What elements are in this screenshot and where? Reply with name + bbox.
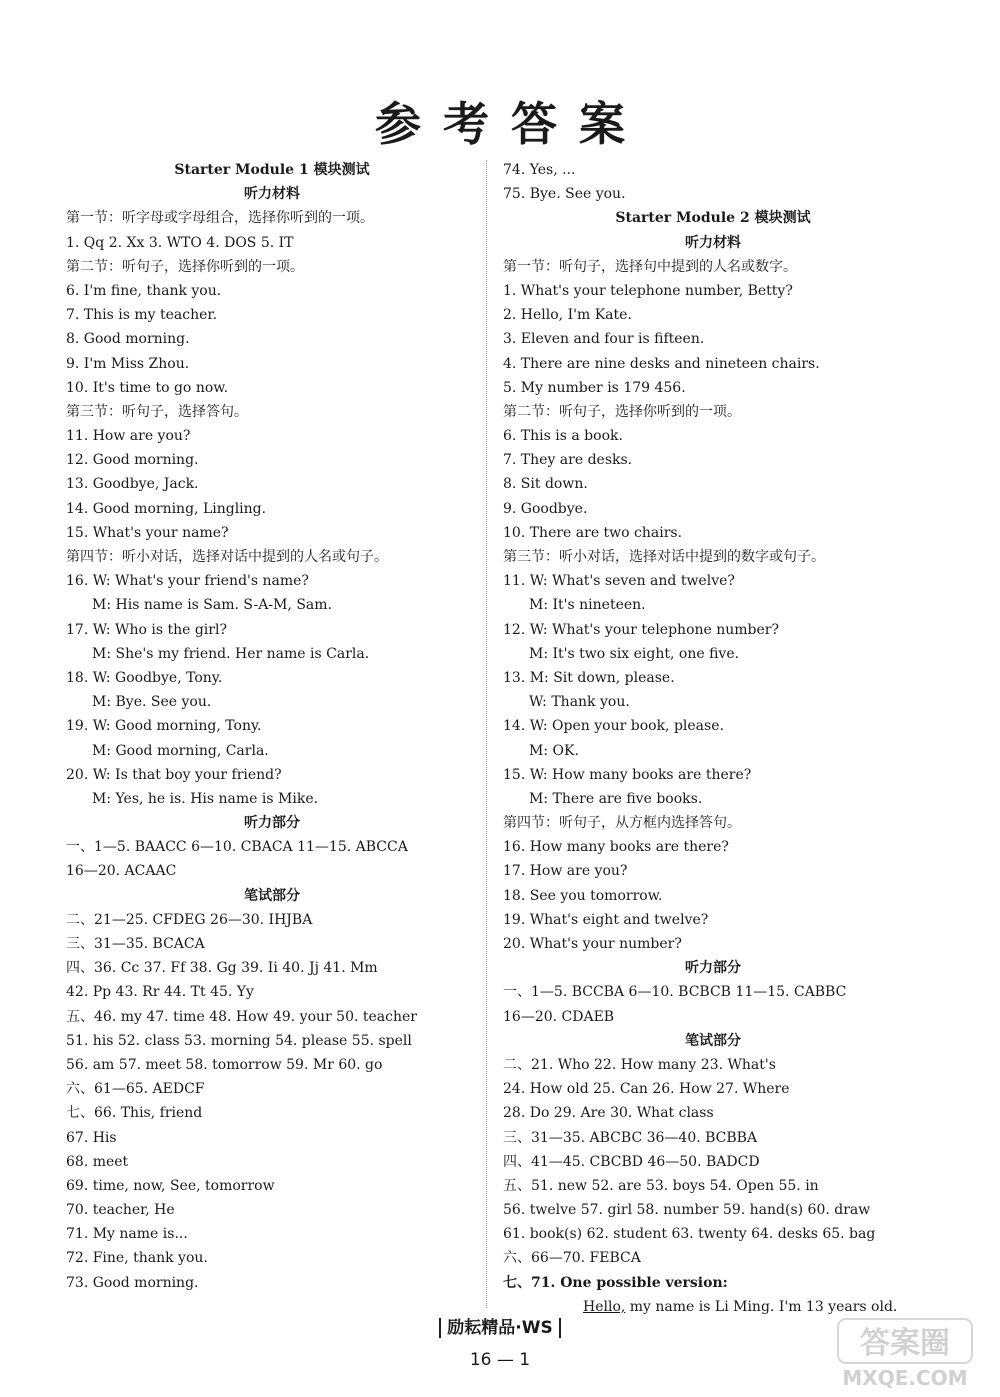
answer-line: 六、66—70. FEBCA: [503, 1250, 641, 1267]
answer-line: 20. What's your number?: [503, 936, 682, 952]
answer-line: 24. How old 25. Can 26. How 27. Where: [503, 1081, 790, 1098]
part-instruction: 第四节：听小对话，选择对话中提到的人名或句子。: [66, 549, 388, 565]
answer-line: M: Bye. See you.: [92, 694, 212, 711]
right-column: [503, 158, 923, 1319]
answer-line: 16. How many books are there?: [503, 839, 729, 856]
answer-line: 1. What's your telephone number, Betty?: [503, 282, 793, 299]
answer-line: 10. It's time to go now.: [66, 379, 229, 396]
underlined-word: Hello,: [583, 1298, 626, 1315]
answer-line: 6. I'm fine, thank you.: [66, 282, 222, 299]
answer-line: 8. Good morning.: [66, 331, 190, 348]
answer-line: 4. There are nine desks and nineteen chairs.: [503, 355, 820, 372]
answer-line: 一、1—5. BAACC 6—10. CBACA 11—15. ABCCA: [66, 839, 408, 856]
answer-line: 15. What's your name?: [66, 524, 229, 541]
answer-line: 28. Do 29. Are 30. What class: [503, 1105, 714, 1122]
answer-line: 68. meet: [66, 1153, 129, 1170]
part-instruction: 第三节：听句子，选择答句。: [66, 403, 248, 420]
answer-line: 12. Good morning.: [66, 452, 199, 469]
answer-line: 75. Bye. See you.: [503, 186, 626, 203]
answer-line: 二、21—25. CFDEG 26—30. IHJBA: [66, 911, 313, 928]
answer-line: 18. W: Goodbye, Tony.: [66, 669, 223, 686]
brand-label: 励耘精品·WS: [439, 1318, 560, 1338]
answer-line: 18. See you tomorrow.: [503, 887, 663, 904]
answer-line: 42. Pp 43. Rr 44. Tt 45. Yy: [66, 984, 254, 1001]
answer-line: 73. Good morning.: [66, 1274, 199, 1291]
answer-line: M: OK.: [529, 742, 579, 759]
page-number: 16 — 1: [469, 1350, 531, 1370]
answer-line: 15. W: How many books are there?: [503, 766, 752, 783]
answer-line: 56. am 57. meet 58. tomorrow 59. Mr 60. go: [66, 1056, 383, 1073]
answer-line: 17. W: Who is the girl?: [66, 621, 227, 638]
answer-line: 一、1—5. BCCBA 6—10. BCBCB 11—15. CABBC: [503, 984, 847, 1001]
answer-line: 三、31—35. ABCBC 36—40. BCBBA: [503, 1129, 758, 1146]
answer-line: M: There are five books.: [529, 790, 703, 807]
answer-line: 67. His: [66, 1129, 117, 1146]
answer-line: 3. Eleven and four is fifteen.: [503, 331, 705, 348]
answer-line: 1. Qq 2. Xx 3. WTO 4. DOS 5. IT: [66, 234, 294, 251]
answer-line: 14. Good morning, Lingling.: [66, 500, 267, 517]
answer-line: 7. They are desks.: [503, 452, 633, 469]
answer-line: 6. This is a book.: [503, 428, 623, 445]
part-instruction: 第四节：听句子，从方框内选择答句。: [503, 815, 741, 832]
answer-line: M: She's my friend. Her name is Carla.: [92, 645, 370, 662]
subsection-heading: 听力材料: [685, 234, 741, 251]
answer-line: W: Thank you.: [529, 694, 630, 711]
sentence-rest: my name is Li Ming. I'm 13 years old.: [625, 1298, 898, 1315]
watermark-logo: [820, 1315, 990, 1391]
watermark-url: MXQE.COM: [842, 1366, 968, 1390]
column-divider: [486, 160, 487, 1308]
answer-line: M: His name is Sam. S-A-M, Sam.: [92, 597, 332, 614]
answer-line: 5. My number is 179 456.: [503, 379, 686, 396]
answer-line: 16—20. ACAAC: [66, 863, 177, 880]
answer-line: 56. twelve 57. girl 58. number 59. hand(s) 60. draw: [503, 1202, 871, 1219]
part-instruction: 第二节：听句子，选择你听到的一项。: [66, 258, 304, 275]
answer-line: 72. Fine, thank you.: [66, 1250, 208, 1267]
watermark-text: 答案圈: [860, 1326, 950, 1361]
answer-line: 12. W: What's your telephone number?: [503, 621, 780, 638]
answer-line: 六、61—65. AEDCF: [66, 1081, 205, 1098]
answer-line: 2. Hello, I'm Kate.: [503, 307, 632, 324]
answer-line: 61. book(s) 62. student 63. twenty 64. desks 65. bag: [503, 1226, 876, 1243]
answer-line: 74. Yes, ...: [503, 162, 576, 178]
answer-line: 13. Goodbye, Jack.: [66, 476, 199, 493]
answer-line: 16—20. CDAEB: [503, 1008, 615, 1025]
section-heading: Starter Module 2 模块测试: [615, 210, 811, 227]
answer-line: 五、51. new 52. are 53. boys 54. Open 55. in: [503, 1177, 819, 1194]
answer-line: 四、36. Cc 37. Ff 38. Gg 39. Ii 40. Jj 41. Mm: [66, 960, 378, 977]
answer-line: M: It's two six eight, one five.: [529, 645, 740, 662]
answer-line: 10. There are two chairs.: [503, 524, 683, 541]
answer-line: 70. teacher, He: [66, 1202, 175, 1219]
answer-line: 17. How are you?: [503, 863, 628, 880]
subsection-heading: 听力部分: [244, 815, 300, 832]
answer-line: 9. I'm Miss Zhou.: [66, 355, 190, 372]
answer-line: 7. This is my teacher.: [66, 307, 218, 324]
answer-line: 五、46. my 47. time 48. How 49. your 50. teacher: [66, 1008, 417, 1025]
subsection-heading: 听力材料: [244, 186, 300, 203]
left-column: [66, 158, 478, 1295]
answer-line: 三、31—35. BCACA: [66, 936, 205, 952]
answer-line: 11. W: What's seven and twelve?: [503, 573, 735, 590]
answer-line: 9. Goodbye.: [503, 500, 588, 517]
answer-line: 16. W: What's your friend's name?: [66, 573, 309, 590]
page-title: 参考答案: [375, 97, 647, 151]
answer-line: M: It's nineteen.: [529, 597, 646, 614]
answer-line: 19. W: Good morning, Tony.: [66, 718, 262, 735]
answer-line: M: Yes, he is. His name is Mike.: [92, 790, 319, 807]
answer-line: 8. Sit down.: [503, 476, 588, 493]
part-instruction: 第三节：听小对话，选择对话中提到的数字或句子。: [503, 549, 825, 565]
answer-line: 71. My name is...: [66, 1226, 188, 1243]
answer-line: M: Good morning, Carla.: [92, 742, 269, 759]
part-instruction: 第二节：听句子，选择你听到的一项。: [503, 403, 741, 420]
answer-line: 七、66. This, friend: [66, 1105, 203, 1122]
answer-line: 19. What's eight and twelve?: [503, 911, 709, 928]
answer-line: 51. his 52. class 53. morning 54. please 55. spell: [66, 1032, 412, 1049]
answer-line: 14. W: Open your book, please.: [503, 718, 724, 735]
answer-line: 69. time, now, See, tomorrow: [66, 1177, 275, 1194]
answer-line: 13. M: Sit down, please.: [503, 669, 675, 686]
answer-line: 四、41—45. CBCBD 46—50. BADCD: [503, 1153, 760, 1170]
answer-line: 11. How are you?: [66, 428, 191, 445]
subsection-heading: 笔试部分: [685, 1032, 741, 1049]
subsection-heading: 笔试部分: [244, 887, 300, 904]
part-instruction: 第一节：听句子，选择句中提到的人名或数字。: [503, 258, 797, 275]
answer-line: 二、21. Who 22. How many 23. What's: [503, 1056, 776, 1073]
section-heading: Starter Module 1 模块测试: [174, 162, 370, 178]
answer-line: 七、71. One possible version:: [503, 1274, 728, 1291]
subsection-heading: 听力部分: [685, 960, 741, 977]
part-instruction: 第一节：听字母或字母组合，选择你听到的一项。: [66, 210, 374, 227]
answer-line: 20. W: Is that boy your friend?: [66, 766, 282, 783]
